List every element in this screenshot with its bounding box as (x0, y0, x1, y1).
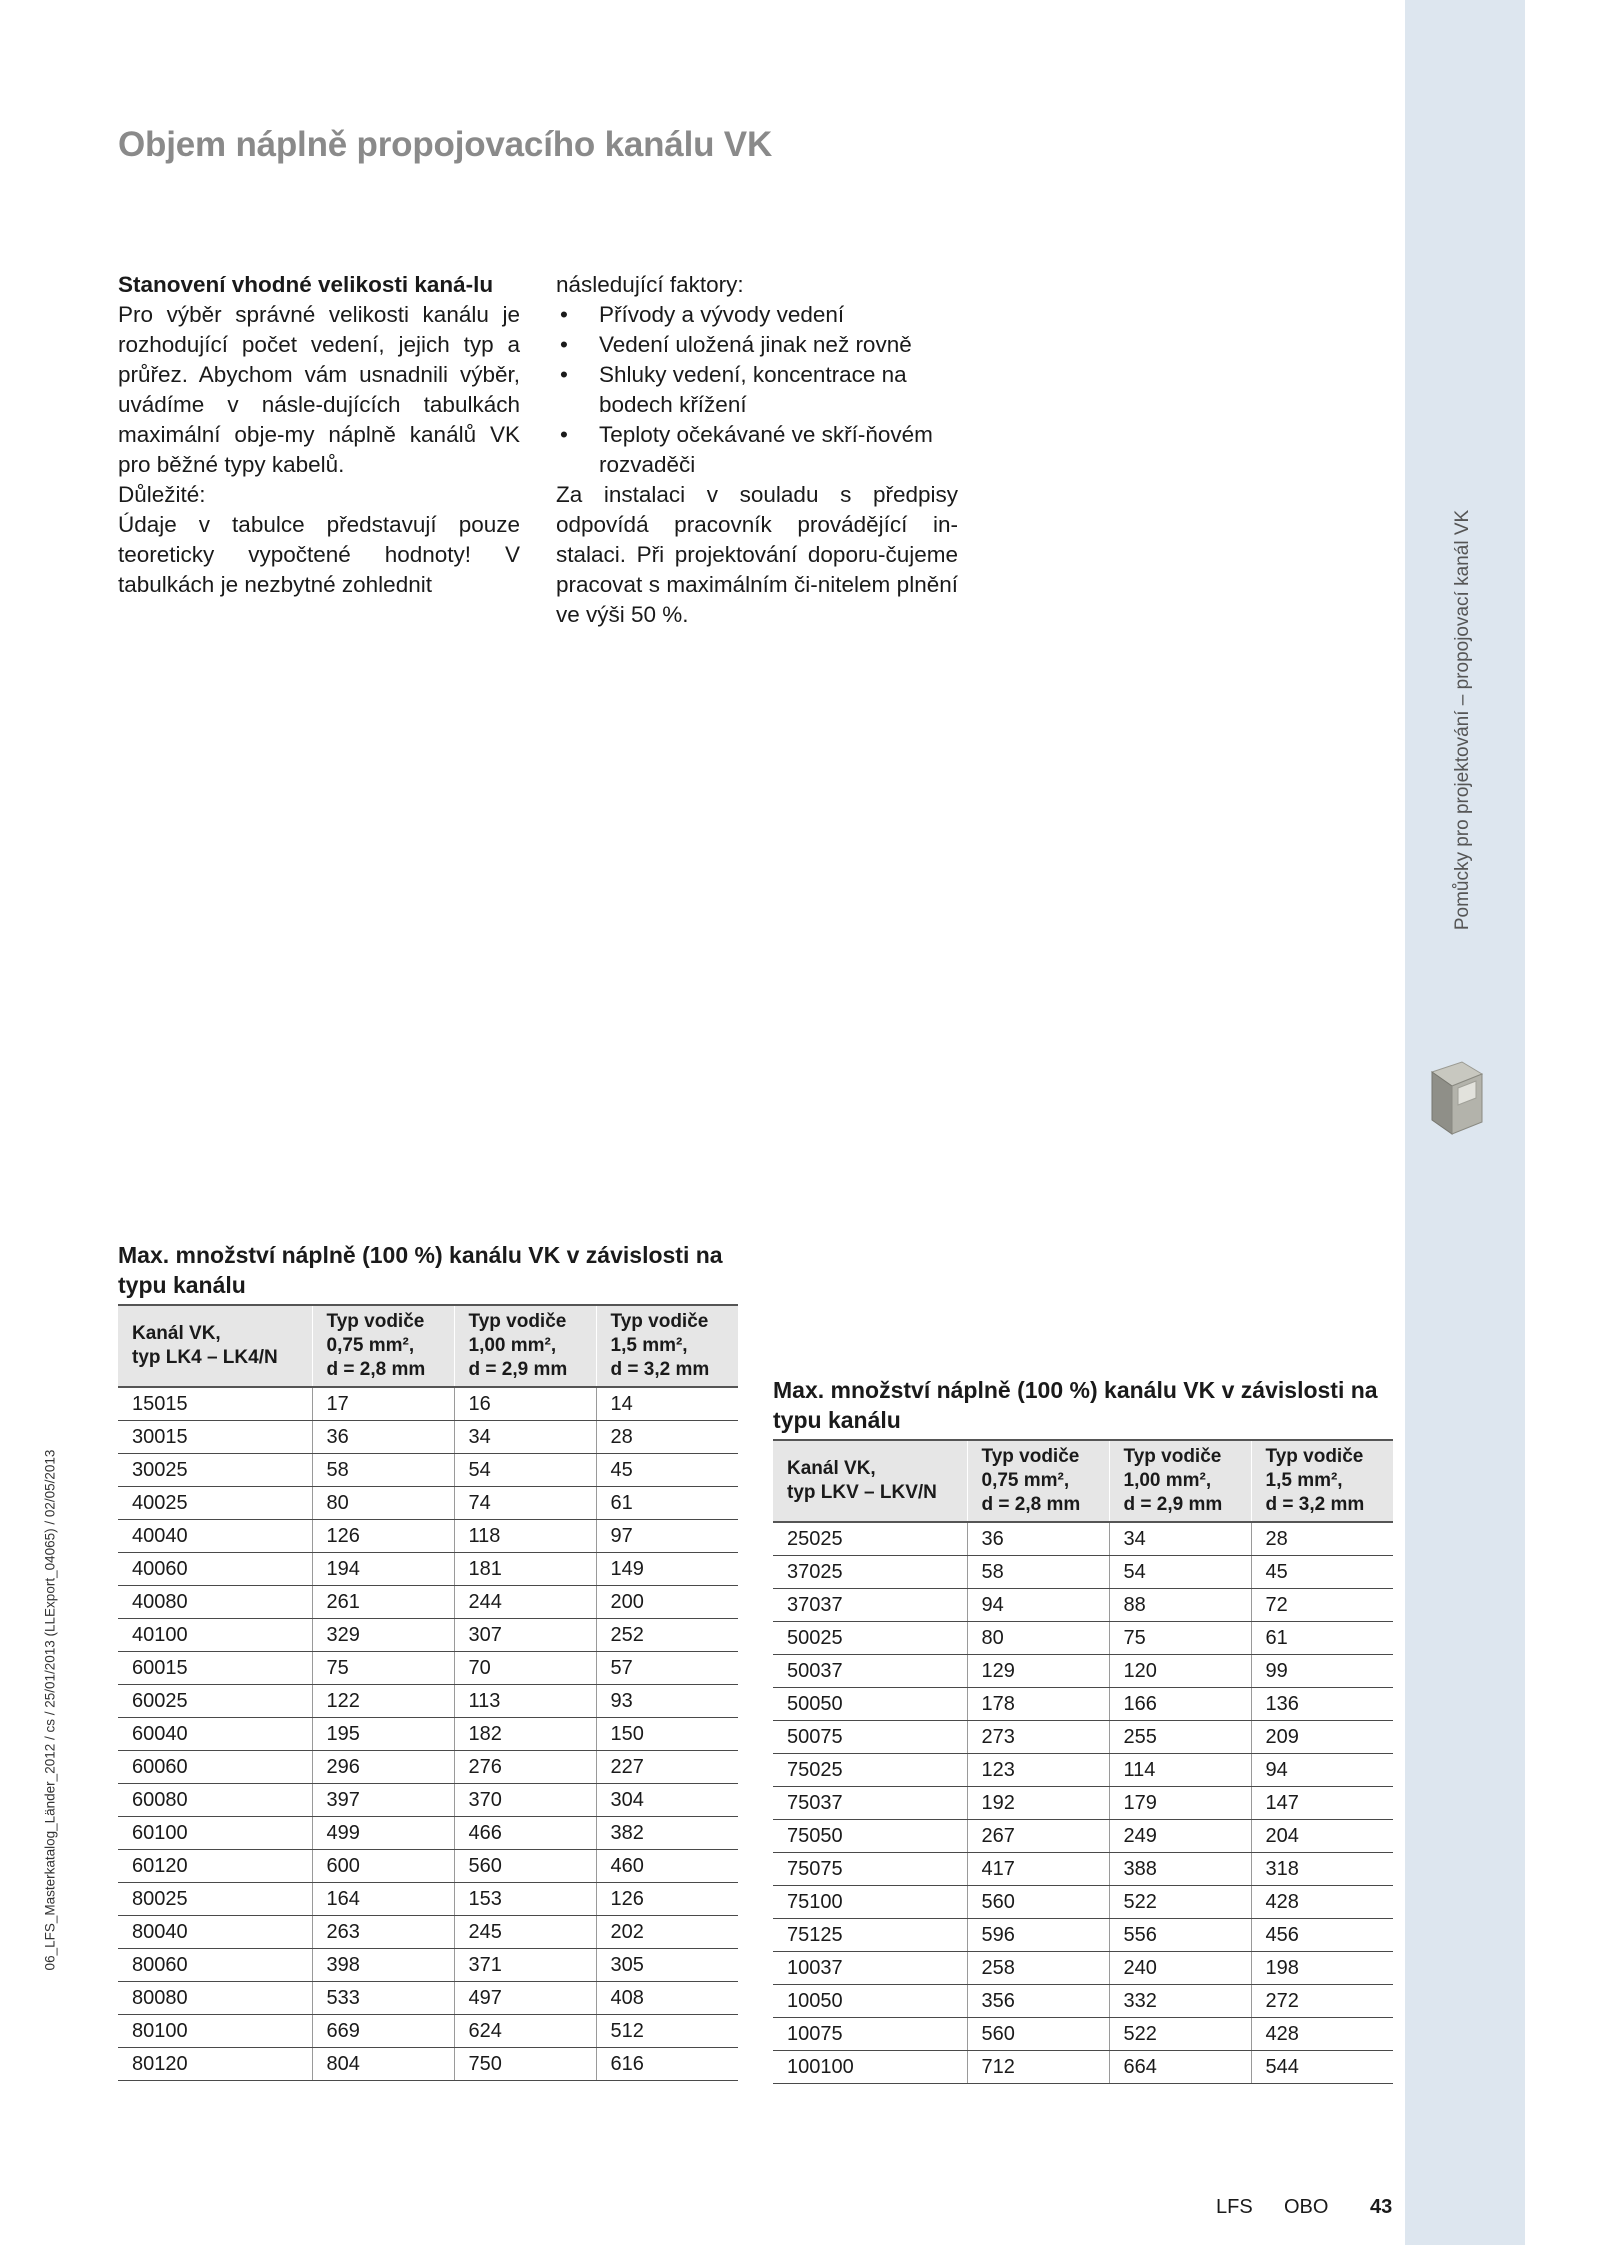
table-row (118, 1454, 738, 1487)
table-cell-value: 99 (1251, 1655, 1393, 1688)
table-cell-value: 560 (967, 2018, 1109, 2051)
table-row (118, 1387, 738, 1421)
table-cell-value: 624 (454, 2015, 596, 2048)
table-cell-value: 16 (454, 1387, 596, 1421)
table-cell-channel: 40080 (118, 1586, 312, 1619)
table-cell-value: 28 (596, 1421, 738, 1454)
table-cell-channel: 10075 (773, 2018, 967, 2051)
table-row (773, 1622, 1393, 1655)
table-cell-value: 34 (1109, 1522, 1251, 1556)
table-cell-value: 123 (967, 1754, 1109, 1787)
table-cell-channel: 75037 (773, 1787, 967, 1820)
table-row (118, 1619, 738, 1652)
table-cell-channel: 80060 (118, 1949, 312, 1982)
table-cell-value: 240 (1109, 1952, 1251, 1985)
table-cell-value: 126 (596, 1883, 738, 1916)
table-cell-value: 120 (1109, 1655, 1251, 1688)
column-header-conductor: Typ vodiče 1,00 mm², d = 2,9 mm (1109, 1440, 1251, 1522)
table-cell-value: 460 (596, 1850, 738, 1883)
table-cell-channel: 80080 (118, 1982, 312, 2015)
table-cell-value: 136 (1251, 1688, 1393, 1721)
table-cell-value: 252 (596, 1619, 738, 1652)
table-cell-value: 202 (596, 1916, 738, 1949)
table-cell-value: 428 (1251, 2018, 1393, 2051)
column-header-conductor: Typ vodiče 0,75 mm², d = 2,8 mm (967, 1440, 1109, 1522)
factors-list (556, 300, 958, 480)
table-caption: Max. množství náplně (100 %) kanálu VK v závislosti na typu kanálu (118, 1242, 723, 1298)
table-cell-value: 194 (312, 1553, 454, 1586)
table-cell-channel: 37025 (773, 1556, 967, 1589)
list-item-text: Přívody a vývody vedení (599, 302, 845, 327)
table-cell-channel: 60025 (118, 1685, 312, 1718)
table-cell-value: 512 (596, 2015, 738, 2048)
list-item (556, 300, 958, 330)
table-cell-value: 263 (312, 1916, 454, 1949)
table-cell-value: 428 (1251, 1886, 1393, 1919)
table-cell-value: 149 (596, 1553, 738, 1586)
table-cell-value: 122 (312, 1685, 454, 1718)
table-cell-value: 58 (967, 1556, 1109, 1589)
table-cell-value: 417 (967, 1853, 1109, 1886)
table-row (773, 1787, 1393, 1820)
table-row (773, 1754, 1393, 1787)
table-cell-value: 198 (1251, 1952, 1393, 1985)
table-cell-channel: 37037 (773, 1589, 967, 1622)
table-cell-value: 332 (1109, 1985, 1251, 2018)
table-cell-value: 94 (967, 1589, 1109, 1622)
page-title: Objem náplně propojovacího kanálu VK (118, 125, 773, 164)
table-cell-channel: 25025 (773, 1522, 967, 1556)
intro-right-column (556, 270, 958, 630)
table-cell-channel: 30025 (118, 1454, 312, 1487)
table-cell-value: 61 (596, 1487, 738, 1520)
table-cell-value: 296 (312, 1751, 454, 1784)
table-cell-value: 382 (596, 1817, 738, 1850)
column-header-channel: Kanál VK, typ LK4 – LK4/N (118, 1305, 312, 1387)
table-cell-value: 45 (596, 1454, 738, 1487)
table-row (773, 1522, 1393, 1556)
table-row (773, 1952, 1393, 1985)
footer-brand-lfs: LFS (1216, 2196, 1253, 2218)
table-cell-value: 245 (454, 1916, 596, 1949)
table-row (118, 1553, 738, 1586)
table-cell-value: 804 (312, 2048, 454, 2081)
table-cell-value: 80 (967, 1622, 1109, 1655)
table-cell-value: 97 (596, 1520, 738, 1553)
table-cell-value: 129 (967, 1655, 1109, 1688)
table-row (118, 1685, 738, 1718)
table-row (773, 1655, 1393, 1688)
table-cell-value: 398 (312, 1949, 454, 1982)
table-row (773, 1721, 1393, 1754)
table-row (118, 1982, 738, 2015)
table-row (118, 2048, 738, 2081)
table-cell-value: 371 (454, 1949, 596, 1982)
table-cell-value: 408 (596, 1982, 738, 2015)
table-cell-value: 750 (454, 2048, 596, 2081)
table-cell-value: 192 (967, 1787, 1109, 1820)
table-row (773, 1853, 1393, 1886)
table-cell-channel: 75125 (773, 1919, 967, 1952)
table-cell-value: 616 (596, 2048, 738, 2081)
table-cell-channel: 75025 (773, 1754, 967, 1787)
table-row (118, 1586, 738, 1619)
column-header-conductor: Typ vodiče 1,5 mm², d = 3,2 mm (596, 1305, 738, 1387)
table-cell-value: 255 (1109, 1721, 1251, 1754)
fill-table-lkv-block (773, 1375, 1393, 2084)
table-cell-channel: 40025 (118, 1487, 312, 1520)
table-cell-value: 126 (312, 1520, 454, 1553)
table-header-row (118, 1305, 738, 1387)
table-cell-value: 204 (1251, 1820, 1393, 1853)
table-cell-value: 178 (967, 1688, 1109, 1721)
table-cell-value: 75 (1109, 1622, 1251, 1655)
table-cell-value: 72 (1251, 1589, 1393, 1622)
table-header-row (773, 1440, 1393, 1522)
table-cell-value: 544 (1251, 2051, 1393, 2084)
table-cell-value: 179 (1109, 1787, 1251, 1820)
table-cell-value: 118 (454, 1520, 596, 1553)
table-cell-value: 244 (454, 1586, 596, 1619)
table-cell-value: 560 (454, 1850, 596, 1883)
table-cell-value: 94 (1251, 1754, 1393, 1787)
table-cell-value: 522 (1109, 1886, 1251, 1919)
table-cell-channel: 40060 (118, 1553, 312, 1586)
intro-left-column (118, 270, 520, 600)
table-cell-value: 182 (454, 1718, 596, 1751)
table-row (773, 2051, 1393, 2084)
table-cell-channel: 60015 (118, 1652, 312, 1685)
table-row (118, 1850, 738, 1883)
table-cell-value: 200 (596, 1586, 738, 1619)
table-cell-value: 388 (1109, 1853, 1251, 1886)
table-cell-channel: 10050 (773, 1985, 967, 2018)
table-cell-channel: 75100 (773, 1886, 967, 1919)
list-item (556, 330, 958, 360)
table-cell-value: 497 (454, 1982, 596, 2015)
table-cell-value: 88 (1109, 1589, 1251, 1622)
table-cell-value: 93 (596, 1685, 738, 1718)
table-row (118, 1487, 738, 1520)
table-cell-channel: 60080 (118, 1784, 312, 1817)
table-cell-channel: 60040 (118, 1718, 312, 1751)
table-row (773, 1688, 1393, 1721)
table-cell-value: 261 (312, 1586, 454, 1619)
table-cell-channel: 75075 (773, 1853, 967, 1886)
important-text: Údaje v tabulce představují pouze teoreticky vypočtené hodnoty! V tabulkách je nezbytné zohlednit (118, 512, 520, 597)
table-cell-channel: 80100 (118, 2015, 312, 2048)
table-cell-value: 318 (1251, 1853, 1393, 1886)
table-row (773, 2018, 1393, 2051)
table-cell-value: 54 (454, 1454, 596, 1487)
bullet-icon: • (560, 422, 568, 447)
table-cell-value: 113 (454, 1685, 596, 1718)
bullet-icon: • (560, 362, 568, 387)
table-cell-value: 596 (967, 1919, 1109, 1952)
table-cell-value: 249 (1109, 1820, 1251, 1853)
table-cell-value: 227 (596, 1751, 738, 1784)
table-cell-value: 17 (312, 1387, 454, 1421)
bullet-icon: • (560, 332, 568, 357)
list-item-text: Shluky vedení, koncentrace na bodech křížení (599, 362, 907, 417)
table-cell-value: 499 (312, 1817, 454, 1850)
intro-heading: Stanovení vhodné velikosti kaná-lu (118, 272, 494, 297)
table-cell-value: 267 (967, 1820, 1109, 1853)
table-cell-value: 28 (1251, 1522, 1393, 1556)
table-cell-channel: 15015 (118, 1387, 312, 1421)
table-cell-channel: 60060 (118, 1751, 312, 1784)
intro-paragraph: Pro výběr správné velikosti kanálu je rozhodující počet vedení, jejich typ a průřez. Abychom vám usnadnili výběr, uvádíme v násle-dujících tabulkách maximální obje-my náplně kanálů VK pro běžné typy kabelů. (118, 302, 520, 477)
important-label: Důležité: (118, 482, 206, 507)
table-cell-value: 466 (454, 1817, 596, 1850)
table-cell-value: 45 (1251, 1556, 1393, 1589)
table-cell-value: 533 (312, 1982, 454, 2015)
table-cell-value: 147 (1251, 1787, 1393, 1820)
table-cell-channel: 60120 (118, 1850, 312, 1883)
table-cell-channel: 50075 (773, 1721, 967, 1754)
table-cell-value: 600 (312, 1850, 454, 1883)
table-row (773, 1886, 1393, 1919)
table-row (118, 1949, 738, 1982)
table-cell-value: 14 (596, 1387, 738, 1421)
table-cell-value: 258 (967, 1952, 1109, 1985)
table-cell-channel: 100100 (773, 2051, 967, 2084)
bullet-icon: • (560, 302, 568, 327)
table-cell-value: 522 (1109, 2018, 1251, 2051)
table-cell-channel: 80040 (118, 1916, 312, 1949)
table-cell-value: 61 (1251, 1622, 1393, 1655)
table-cell-channel: 30015 (118, 1421, 312, 1454)
table-cell-value: 54 (1109, 1556, 1251, 1589)
table-cell-value: 114 (1109, 1754, 1251, 1787)
table-row (118, 1883, 738, 1916)
fill-table-lk4-block (118, 1240, 738, 2081)
table-cell-value: 664 (1109, 2051, 1251, 2084)
table-row (773, 1589, 1393, 1622)
table-cell-value: 70 (454, 1652, 596, 1685)
table-cell-value: 75 (312, 1652, 454, 1685)
table-cell-value: 181 (454, 1553, 596, 1586)
page-number: 43 (1370, 2196, 1393, 2218)
table-cell-channel: 50037 (773, 1655, 967, 1688)
table-row (118, 1421, 738, 1454)
table-cell-value: 164 (312, 1883, 454, 1916)
table-row (773, 1919, 1393, 1952)
table-row (118, 1652, 738, 1685)
list-item-text: Vedení uložená jinak než rovně (599, 332, 912, 357)
table-cell-channel: 60100 (118, 1817, 312, 1850)
table-cell-channel: 80025 (118, 1883, 312, 1916)
table-row (118, 1520, 738, 1553)
list-item (556, 360, 958, 420)
table-cell-value: 57 (596, 1652, 738, 1685)
column-header-conductor: Typ vodiče 1,5 mm², d = 3,2 mm (1251, 1440, 1393, 1522)
installation-paragraph: Za instalaci v souladu s předpisy odpovídá pracovník provádějící in-stalaci. Při projektování doporu-čujeme pracovat s maximálním či-nitelem plnění ve výši 50 %. (556, 482, 958, 627)
fill-table-lk4 (118, 1304, 738, 2081)
table-row (118, 1784, 738, 1817)
table-cell-value: 34 (454, 1421, 596, 1454)
table-cell-value: 560 (967, 1886, 1109, 1919)
factors-lead: následující faktory: (556, 272, 744, 297)
table-cell-value: 397 (312, 1784, 454, 1817)
table-cell-value: 305 (596, 1949, 738, 1982)
table-row (773, 1556, 1393, 1589)
table-cell-value: 272 (1251, 1985, 1393, 2018)
table-cell-value: 150 (596, 1718, 738, 1751)
table-row (118, 1817, 738, 1850)
sidebar-section-label: Pomůcky pro projektování – propojovací kanál VK (1452, 509, 1473, 931)
table-row (118, 1916, 738, 1949)
column-header-channel: Kanál VK, typ LKV – LKV/N (773, 1440, 967, 1522)
table-cell-channel: 50025 (773, 1622, 967, 1655)
document-meta-line: 06_LFS_Masterkatalog_Länder_2012 / cs / 25/01/2013 (LLExport_04065) / 02/05/2013 (42, 1449, 58, 1971)
table-cell-value: 712 (967, 2051, 1109, 2084)
table-caption: Max. množství náplně (100 %) kanálu VK v závislosti na typu kanálu (773, 1377, 1378, 1433)
table-cell-channel: 75050 (773, 1820, 967, 1853)
table-cell-value: 556 (1109, 1919, 1251, 1952)
table-cell-value: 669 (312, 2015, 454, 2048)
table-cell-value: 370 (454, 1784, 596, 1817)
table-cell-value: 456 (1251, 1919, 1393, 1952)
table-cell-value: 307 (454, 1619, 596, 1652)
table-cell-channel: 40040 (118, 1520, 312, 1553)
column-header-conductor: Typ vodiče 1,00 mm², d = 2,9 mm (454, 1305, 596, 1387)
table-cell-value: 329 (312, 1619, 454, 1652)
fill-table-lkv (773, 1439, 1393, 2084)
table-row (118, 1751, 738, 1784)
table-row (773, 1985, 1393, 2018)
table-row (118, 2015, 738, 2048)
list-item-text: Teploty očekávané ve skří-ňovém rozvaděči (599, 422, 933, 477)
table-cell-channel: 10037 (773, 1952, 967, 1985)
table-cell-value: 58 (312, 1454, 454, 1487)
table-cell-value: 166 (1109, 1688, 1251, 1721)
table-cell-value: 153 (454, 1883, 596, 1916)
table-cell-value: 273 (967, 1721, 1109, 1754)
column-header-conductor: Typ vodiče 0,75 mm², d = 2,8 mm (312, 1305, 454, 1387)
cable-duct-icon (1428, 1058, 1486, 1136)
table-cell-channel: 40100 (118, 1619, 312, 1652)
table-row (118, 1718, 738, 1751)
footer-brand-obo: OBO (1284, 2196, 1329, 2218)
list-item (556, 420, 958, 480)
table-cell-value: 36 (312, 1421, 454, 1454)
table-cell-value: 80 (312, 1487, 454, 1520)
table-cell-value: 304 (596, 1784, 738, 1817)
table-cell-value: 209 (1251, 1721, 1393, 1754)
table-cell-channel: 80120 (118, 2048, 312, 2081)
table-cell-value: 356 (967, 1985, 1109, 2018)
table-cell-value: 195 (312, 1718, 454, 1751)
table-cell-value: 36 (967, 1522, 1109, 1556)
table-cell-value: 276 (454, 1751, 596, 1784)
table-cell-channel: 50050 (773, 1688, 967, 1721)
table-row (773, 1820, 1393, 1853)
table-cell-value: 74 (454, 1487, 596, 1520)
